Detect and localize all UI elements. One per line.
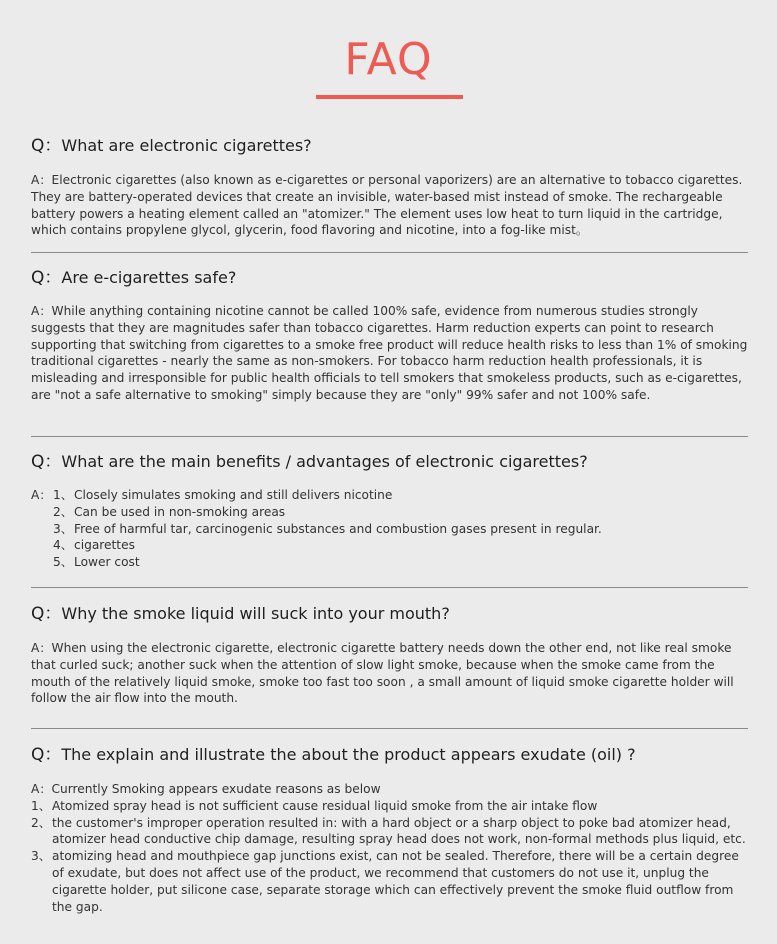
divider xyxy=(31,436,748,437)
faq-question: Q：Are e-cigarettes safe? xyxy=(31,268,237,288)
faq-question: Q：The explain and illustrate the about the product appears exudate (oil) ? xyxy=(31,745,636,765)
list-item: 2、 Can be used in non-smoking areas xyxy=(53,504,286,519)
page-title: FAQ xyxy=(344,34,433,85)
divider xyxy=(31,252,748,253)
faq-question: Q：What are electronic cigarettes? xyxy=(31,136,312,156)
faq-answer: A：Currently Smoking appears exudate reasons as below xyxy=(31,782,381,796)
list-item: 4、 cigarettes xyxy=(53,538,135,553)
benefits-list xyxy=(31,487,748,571)
faq-answer: A：When using the electronic cigarette, electronic cigarette battery needs down the other end, not like real smoke that curled suck; another suck when the attention of slow light smoke, because when the smoke came from the mouth of the relatively liquid smoke, smoke too fast too soon , a small amount of liquid smoke cigarette holder will follow the air flow into the mouth. xyxy=(31,641,734,706)
title-underline xyxy=(316,95,463,99)
list-item: 1、 Atomized spray head is not sufficient cause residual liquid smoke from the air intake flow xyxy=(31,798,598,813)
faq-item-5 xyxy=(31,745,748,915)
faq-item-4 xyxy=(31,604,748,707)
list-item: 3、 Free of harmful tar, carcinogenic substances and combustion gases present in regular. xyxy=(53,521,602,536)
list-item: 2、 the customer's improper operation resulted in: with a hard object or a sharp object to poke bad atomizer head, atomizer head conductive chip damage, resulting spray head does not work, non-formal methods plus liquid, etc. xyxy=(31,815,746,847)
divider xyxy=(31,728,748,729)
faq-question: Q：Why the smoke liquid will suck into your mouth? xyxy=(31,604,450,624)
faq-answer: A：While anything containing nicotine cannot be called 100% safe, evidence from numerous studies strongly suggests that they are magnitudes safer than tobacco cigarettes. Harm reduction experts can point to research supporting that switching from cigarettes to a smoke free product will reduce health risks to less than 1% of smoking traditional cigarettes - nearly the same as non-smokers. For tobacco harm reduction health professionals, it is misleading and irresponsible for public health officials to tell smokers that smokeless products, such as e-cigarettes, are "not a safe alternative to smoking" simply because they are "only" 99% safer and not 100% safe. xyxy=(31,304,748,402)
faq-item-1 xyxy=(31,136,748,239)
divider xyxy=(31,587,748,588)
faq-item-2 xyxy=(31,268,748,404)
faq-item-3 xyxy=(31,452,748,571)
exudate-reasons-list xyxy=(31,798,748,916)
list-item: 3、 atomizing head and mouthpiece gap junctions exist, can not be sealed. Therefore, there will be a certain degree of exudate, but does not affect use of the product, we recommend that customers do not use it, unplug the cigarette holder, put silicone case, separate storage which can effectively prevent the smoke fluid outflow from the gap. xyxy=(31,849,739,914)
faq-answer: A：Electronic cigarettes (also known as e-cigarettes or personal vaporizers) are an alternative to tobacco cigarettes. They are battery-operated devices that create an invisible, water-based mist instead of smoke. The rechargeable battery powers a heating element called an "atomizer." The element uses low heat to turn liquid in the cartridge, which contains propylene glycol, glycerin, food flavoring and nicotine, into a fog-like mist。 xyxy=(31,173,743,238)
faq-question: Q：What are the main benefits / advantages of electronic cigarettes? xyxy=(31,452,588,472)
list-item: A： 1、 Closely simulates smoking and still delivers nicotine xyxy=(31,488,393,502)
list-item: 5、 Lower cost xyxy=(53,555,140,570)
